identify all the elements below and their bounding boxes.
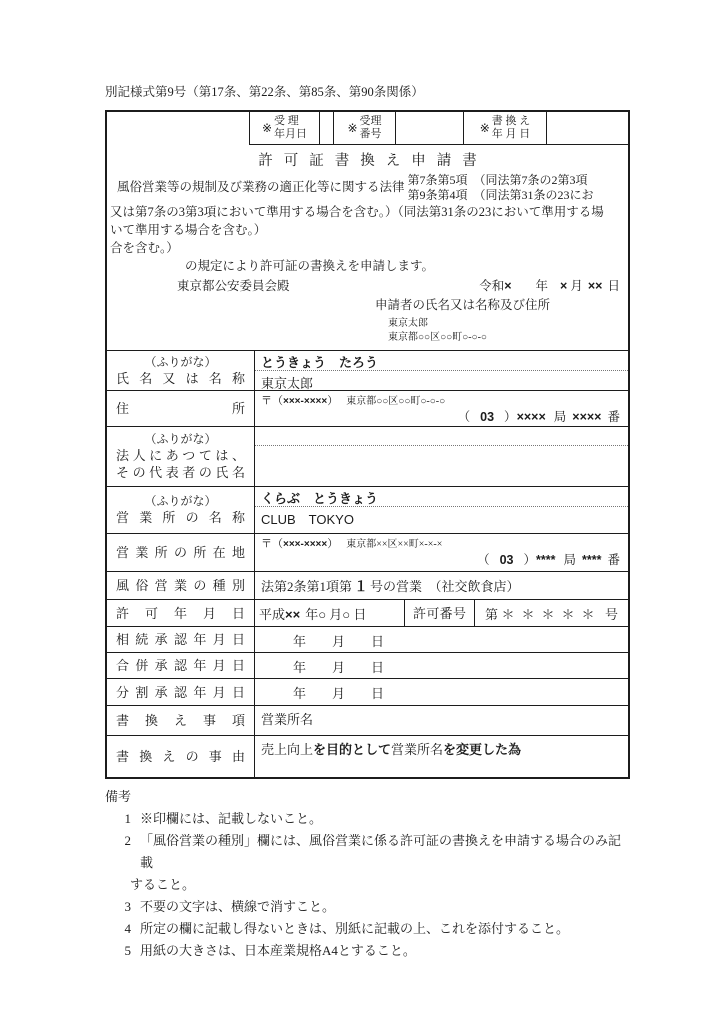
receipt-number-value — [395, 112, 463, 145]
furigana-label: （ふりがな） — [144, 354, 217, 369]
row-address — [107, 390, 628, 426]
phone-number-2: ×××× — [572, 410, 602, 424]
note-text-continuation: すること。 — [130, 877, 196, 892]
address-postal-line — [255, 391, 628, 409]
law-article-options — [408, 172, 594, 203]
receipt-date-line2: 年月日 — [274, 128, 308, 140]
office-address-label: 営業所の所在地 — [116, 545, 245, 560]
application-statement: の規定により許可証の書換えを申請します。 — [185, 259, 435, 273]
address-label-cell — [107, 391, 255, 426]
name-value: 東京太郎 — [261, 376, 314, 391]
rewrite-reason-label-cell — [107, 736, 255, 777]
application-date — [479, 277, 620, 296]
applicant-name-small: 東京太郎 — [388, 318, 428, 329]
permit-number-suffix: 号 — [604, 607, 618, 622]
date-year-label: 年 — [535, 279, 549, 293]
postal-close: ） — [327, 538, 339, 550]
office-name-value-cell — [255, 487, 628, 533]
permit-number-label: 許可番号 — [413, 605, 466, 621]
note-number: 5 — [124, 943, 131, 958]
row-office-address — [107, 533, 628, 571]
date-month-label: 月 — [570, 279, 583, 293]
phone-ban: 番 — [607, 410, 620, 424]
applicant-caption: 申請者の氏名又は名称及び住所 — [375, 298, 551, 312]
law-citation-line3: いて準用する場合を含む。） — [110, 223, 267, 237]
category-suffix: 号の営業 （社交飲食店） — [370, 579, 520, 594]
date-era-x: × — [504, 279, 512, 293]
reference-mark: ※ — [261, 120, 273, 135]
postal-mark: 〒（ — [261, 538, 283, 550]
category-label-cell — [107, 572, 255, 599]
note-number: 3 — [124, 899, 131, 914]
category-number: １ — [354, 578, 369, 594]
office-postal-line — [255, 534, 628, 552]
merge-value-cell — [255, 653, 628, 678]
reason-segment-3: 営業所名 — [391, 742, 444, 757]
permit-number-value — [475, 600, 628, 626]
rewrite-reason-label: 書換えの事由 — [116, 749, 245, 764]
rewrite-date-label-text — [492, 115, 531, 141]
note-item-1 — [105, 808, 630, 830]
category-value — [255, 572, 628, 600]
row-inherit-approval — [107, 626, 628, 652]
office-phone-number-1: **** — [536, 553, 556, 567]
name-label: 氏名又は名称 — [116, 370, 245, 386]
addressee-date-row — [107, 276, 628, 296]
date-day-x: ×× — [587, 279, 603, 293]
inherit-ymd-blank: 年 月 日 — [293, 634, 385, 649]
address-text: 東京都○○区○○町○-○-○ — [346, 396, 446, 407]
page-title: 許可証書換え申請書 — [258, 153, 488, 169]
form-header — [107, 145, 628, 350]
split-label: 分割承認年月日 — [116, 684, 245, 700]
row-corporate-rep — [107, 426, 628, 486]
notes-caption: 備考 — [105, 789, 132, 804]
corporate-rep-label-2: その代表者の氏名 — [116, 465, 245, 480]
rewrite-item-label-cell — [107, 706, 255, 735]
reason-segment-2: を目的として — [313, 742, 392, 757]
category-prefix: 法第2条第1項第 — [261, 579, 353, 594]
furigana-label: （ふりがな） — [144, 432, 217, 446]
row-rewrite-reason — [107, 735, 628, 777]
split-ymd-blank: 年 月 日 — [293, 686, 385, 701]
office-phone-area: 03 — [499, 553, 514, 567]
application-form-table — [105, 110, 630, 779]
phone-area: 03 — [480, 410, 495, 424]
page-content — [105, 84, 630, 962]
office-address-label-cell — [107, 534, 255, 571]
name-kana-value: とうきょう たろう — [255, 351, 628, 371]
rewrite-date-line1: 書 換 え — [491, 115, 531, 127]
split-value-cell — [255, 679, 628, 705]
merge-label: 合併承認年月日 — [116, 658, 245, 673]
reference-mark: ※ — [347, 120, 358, 135]
row-business-category — [107, 571, 628, 599]
rewrite-date-value — [546, 112, 628, 145]
phone-open: （ — [457, 410, 471, 424]
office-postal-code: ×××-×××× — [283, 539, 328, 550]
addressee: 東京都公安委員会殿 — [177, 279, 290, 293]
postal-code: ×××-×××× — [283, 396, 328, 407]
rewrite-date-label — [463, 112, 546, 145]
reason-segment-1: 売上向上 — [261, 742, 314, 757]
office-name-label-cell — [107, 487, 255, 533]
postal-mark: 〒（ — [261, 395, 283, 407]
permit-date-rest: 年○ 月○ 日 — [305, 607, 367, 622]
inherit-label: 相続承認年月日 — [116, 632, 245, 647]
note-text: 不要の文字は、横線で消すこと。 — [140, 899, 336, 914]
date-month-x: × — [560, 279, 568, 293]
name-label-cell — [107, 351, 255, 390]
permit-number-stars: ＊＊＊＊＊ — [501, 607, 602, 622]
corporate-rep-label-cell — [107, 427, 255, 486]
category-value-cell — [255, 572, 628, 599]
name-value-cell — [255, 351, 628, 390]
corporate-rep-value-cell — [255, 427, 628, 486]
note-number: 1 — [124, 811, 131, 826]
law-citation-line4: 合を含む。） — [110, 241, 179, 255]
receipt-date-value — [319, 112, 333, 145]
row-rewrite-item — [107, 705, 628, 735]
date-day-label: 日 — [607, 279, 620, 293]
note-number: 2 — [124, 833, 131, 848]
office-kana-value: くらぶ とうきょう — [255, 487, 628, 507]
row-merge-approval — [107, 652, 628, 678]
permit-date-label-cell — [107, 600, 255, 626]
merge-ymd-blank: 年 月 日 — [293, 660, 385, 675]
split-label-cell — [107, 679, 255, 705]
receipt-date-line1: 受 理 — [274, 115, 299, 127]
applicant-address-small: 東京都○○区○○町○-○-○ — [388, 332, 487, 343]
rewrite-item-value-cell — [255, 706, 628, 735]
office-phone-line — [255, 552, 628, 569]
phone-open: （ — [477, 553, 490, 567]
note-text: ※印欄には、記載しないこと。 — [140, 811, 323, 826]
category-label: 風俗営業の種別 — [116, 578, 245, 593]
law-article-option-2: 第9条第4項 （同法第31条の23にお — [407, 188, 594, 202]
merge-label-cell — [107, 653, 255, 678]
phone-kyoku: 局 — [563, 553, 577, 567]
row-name — [107, 350, 628, 390]
note-text: 所定の欄に記載し得ないときは、別紙に記載の上、これを添付すること。 — [140, 921, 570, 936]
permit-number-label-cell — [405, 600, 475, 626]
permit-date-label: 許可年月日 — [116, 605, 245, 621]
note-item-2 — [105, 830, 630, 896]
postal-close: ） — [327, 395, 339, 407]
rewrite-item-label: 書換え事項 — [116, 713, 245, 728]
address-value-cell — [255, 391, 628, 426]
row-permit-date — [107, 599, 628, 626]
permit-date-value-cell — [255, 600, 628, 626]
inherit-value-cell — [255, 627, 628, 652]
receipt-number-line2: 番号 — [359, 128, 382, 140]
note-text: 用紙の大きさは、日本産業規格A4とすること。 — [140, 943, 416, 958]
law-article-option-1: 第7条第5項 （同法第7条の2第3項 — [407, 173, 588, 187]
receipt-date-label — [249, 112, 319, 145]
receipt-number-label — [333, 112, 395, 145]
rewrite-reason-value-cell — [255, 736, 628, 777]
permit-date-value — [255, 600, 405, 626]
form-number: 別記様式第9号（第17条、第22条、第85条、第90条関係） — [105, 85, 424, 99]
notes-section — [105, 786, 630, 962]
corporate-rep-label-1: 法人にあつては、 — [116, 448, 245, 463]
office-address-text: 東京都××区××町×-×-× — [346, 539, 443, 550]
receipt-number-line1: 受理 — [359, 115, 382, 127]
furigana-label: （ふりがな） — [144, 494, 217, 508]
row-office-name — [107, 486, 628, 533]
date-era: 令和 — [479, 279, 505, 293]
phone-number-1: ×××× — [516, 410, 546, 424]
office-name-value: CLUB TOKYO — [261, 512, 354, 527]
rewrite-date-line2: 年 月 日 — [491, 128, 531, 140]
row-split-approval — [107, 678, 628, 705]
note-item-5 — [105, 940, 630, 962]
phone-ban: 番 — [607, 553, 620, 567]
stamp-row — [107, 112, 628, 145]
office-address-value-cell — [255, 534, 628, 571]
stamp-row-spacer — [107, 112, 249, 145]
permit-number-prefix: 第 — [485, 607, 499, 622]
receipt-date-label-text — [274, 115, 307, 141]
office-phone-number-2: **** — [582, 553, 602, 567]
note-text: 「風俗営業の種別」欄には、風俗営業に係る許可証の書換えを申請する場合のみ記載 — [140, 833, 622, 870]
address-phone-line — [255, 409, 628, 426]
reference-mark: ※ — [479, 120, 490, 135]
law-citation-line2: 又は第7条の3第3項において準用する場合を含む。）（同法第31条の23において準用する場 — [110, 205, 604, 219]
office-name-label: 営業所の名称 — [116, 510, 245, 525]
rewrite-reason-value — [255, 736, 628, 758]
phone-kyoku: 局 — [553, 410, 567, 424]
phone-close: ） — [523, 553, 537, 567]
law-title: 風俗営業等の規制及び業務の適正化等に関する法律 — [117, 180, 405, 194]
note-number: 4 — [124, 921, 131, 936]
law-citation-line1 — [107, 172, 628, 203]
note-item-3 — [105, 896, 630, 918]
permit-era: 平成 — [259, 607, 286, 622]
corporate-rep-kana-strip — [255, 427, 628, 446]
inherit-label-cell — [107, 627, 255, 652]
receipt-number-label-text — [360, 115, 382, 141]
phone-close: ） — [504, 410, 517, 424]
rewrite-item-value: 営業所名 — [261, 712, 314, 727]
reason-segment-4: を変更した為 — [443, 742, 522, 757]
permit-year-x: ×× — [285, 607, 301, 622]
address-label: 住所 — [116, 401, 245, 416]
note-item-4 — [105, 918, 630, 940]
